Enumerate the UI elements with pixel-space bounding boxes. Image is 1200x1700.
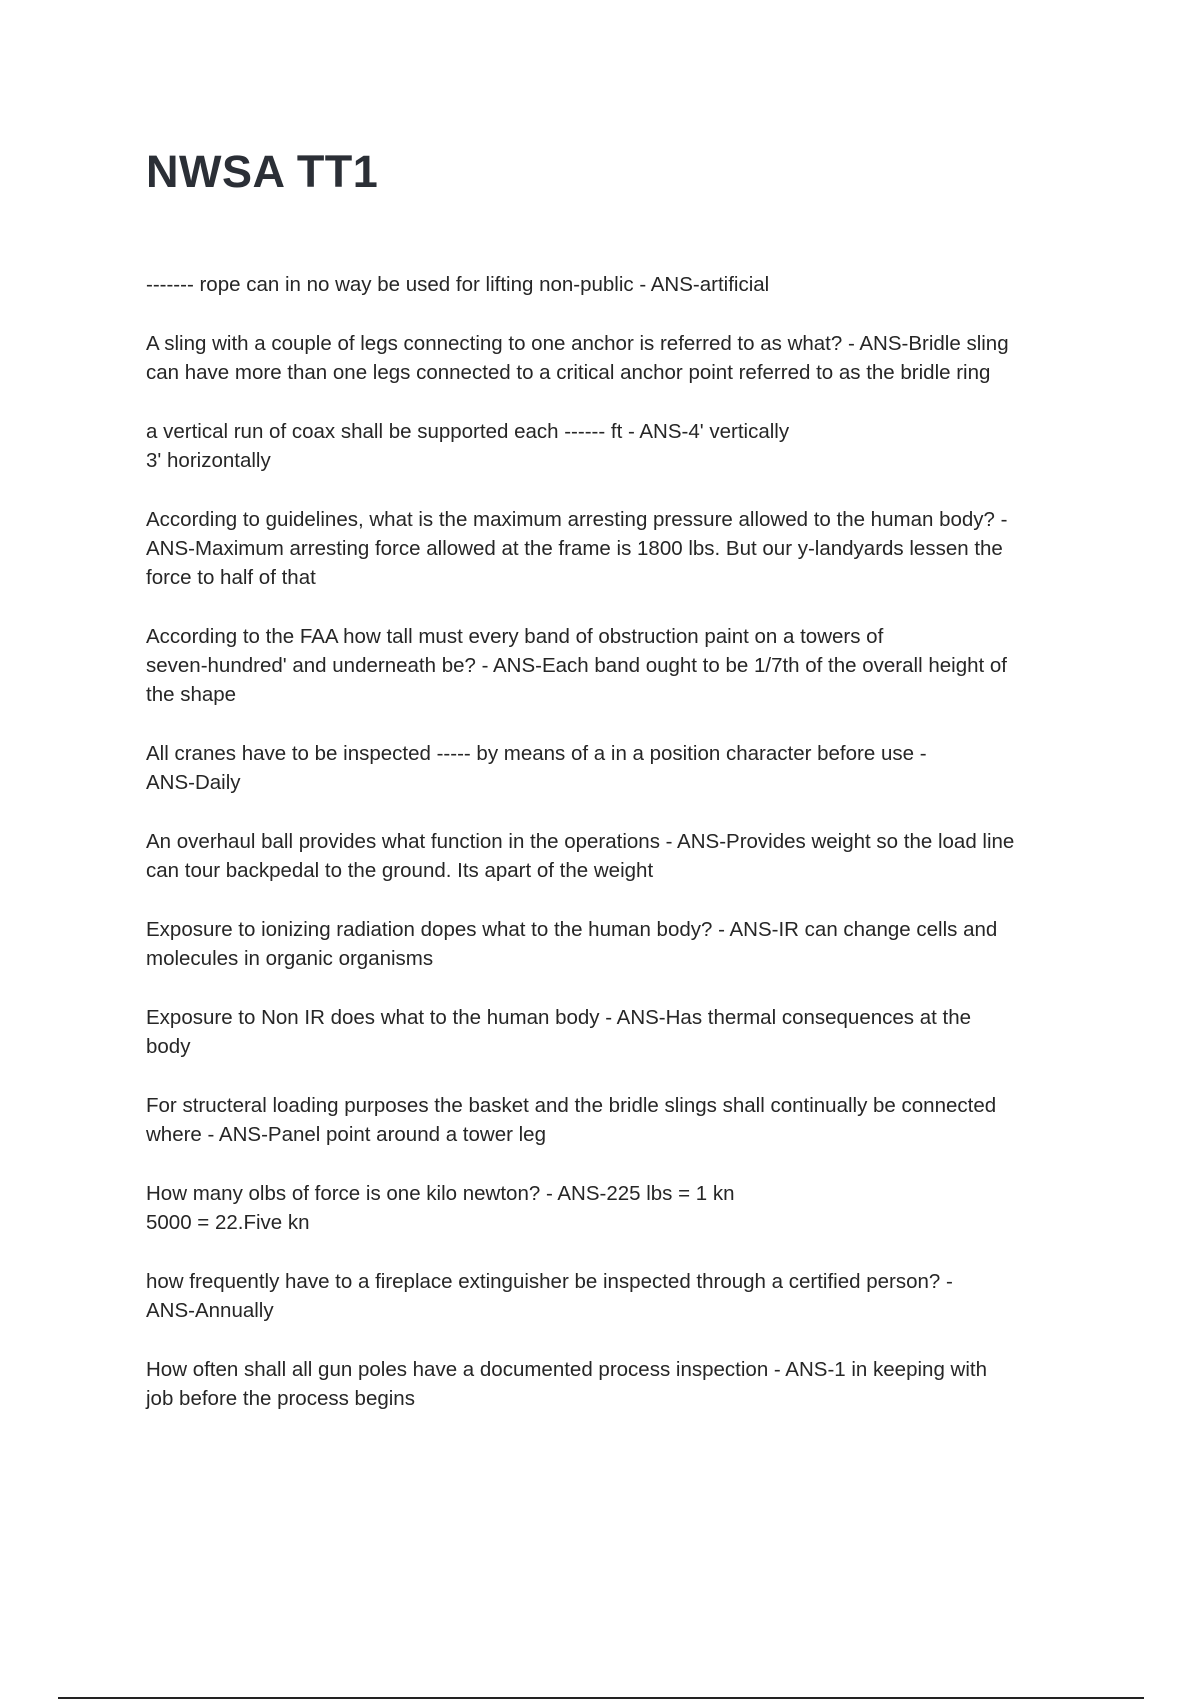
- qa-entry-line: ANS-Maximum arresting force allowed at the frame is 1800 lbs. But our y-landyards lessen the: [146, 537, 1003, 560]
- document-title: NWSA TT1: [146, 146, 379, 197]
- qa-entry-line: a vertical run of coax shall be supported each ------ ft - ANS-4' vertically: [146, 420, 790, 443]
- qa-entry-list: [146, 270, 1096, 1443]
- qa-entry-line: body: [146, 1035, 191, 1058]
- qa-entry-line: where - ANS-Panel point around a tower leg: [146, 1123, 546, 1146]
- qa-entry: [146, 622, 1096, 709]
- qa-entry: [146, 329, 1096, 387]
- qa-entry-line: A sling with a couple of legs connecting to one anchor is referred to as what? - ANS-Bridle sling: [146, 332, 1009, 355]
- qa-entry-line: 5000 = 22.Five kn: [146, 1211, 310, 1234]
- qa-entry: [146, 739, 1096, 797]
- qa-entry-line: How often shall all gun poles have a documented process inspection - ANS-1 in keeping with: [146, 1358, 987, 1381]
- qa-entry: [146, 1355, 1096, 1413]
- qa-entry: [146, 915, 1096, 973]
- qa-entry-line: force to half of that: [146, 566, 316, 589]
- qa-entry-line: ANS-Annually: [146, 1299, 274, 1322]
- qa-entry-line: seven-hundred' and underneath be? - ANS-Each band ought to be 1/7th of the overall height of: [146, 654, 1007, 677]
- qa-entry-line: According to the FAA how tall must every band of obstruction paint on a towers of: [146, 625, 884, 648]
- qa-entry-line: Exposure to ionizing radiation dopes what to the human body? - ANS-IR can change cells and: [146, 918, 998, 941]
- qa-entry: [146, 505, 1096, 592]
- qa-entry-line: 3' horizontally: [146, 449, 271, 472]
- qa-entry: [146, 270, 1096, 299]
- qa-entry: [146, 417, 1096, 475]
- qa-entry: [146, 1179, 1096, 1237]
- footer-divider: [58, 1697, 1144, 1699]
- qa-entry-line: how frequently have to a fireplace extinguisher be inspected through a certified person? -: [146, 1270, 953, 1293]
- qa-entry-line: According to guidelines, what is the maximum arresting pressure allowed to the human body? -: [146, 508, 1008, 531]
- qa-entry-line: the shape: [146, 683, 237, 706]
- qa-entry-line: An overhaul ball provides what function in the operations - ANS-Provides weight so the load line: [146, 830, 1015, 853]
- qa-entry: [146, 827, 1096, 885]
- qa-entry: [146, 1091, 1096, 1149]
- qa-entry-line: molecules in organic organisms: [146, 947, 434, 970]
- qa-entry-line: ------- rope can in no way be used for lifting non-public - ANS-artificial: [146, 273, 770, 296]
- qa-entry-line: can tour backpedal to the ground. Its apart of the weight: [146, 859, 654, 882]
- qa-entry: [146, 1267, 1096, 1325]
- qa-entry-line: can have more than one legs connected to a critical anchor point referred to as the bridle ring: [146, 361, 991, 384]
- qa-entry: [146, 1003, 1096, 1061]
- qa-entry-line: For structeral loading purposes the basket and the bridle slings shall continually be connected: [146, 1094, 997, 1117]
- qa-entry-line: job before the process begins: [146, 1387, 415, 1410]
- qa-entry-line: ANS-Daily: [146, 771, 241, 794]
- qa-entry-line: How many olbs of force is one kilo newton? - ANS-225 lbs = 1 kn: [146, 1182, 735, 1205]
- qa-entry-line: Exposure to Non IR does what to the human body - ANS-Has thermal consequences at the: [146, 1006, 972, 1029]
- qa-entry-line: All cranes have to be inspected ----- by means of a in a position character before use -: [146, 742, 927, 765]
